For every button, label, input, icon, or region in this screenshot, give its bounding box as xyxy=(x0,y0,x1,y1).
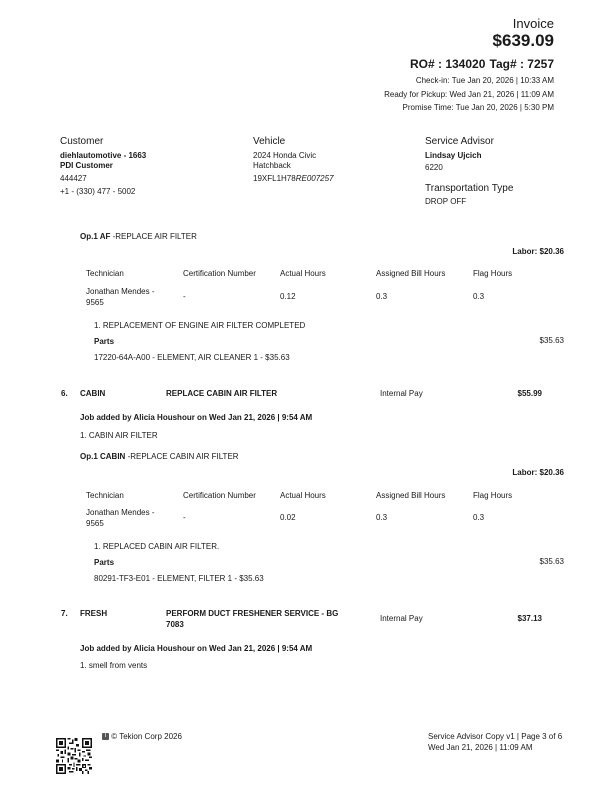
footer-copyright: © Tekion Corp 2026 xyxy=(111,732,182,741)
customer-type: PDI Customer xyxy=(60,161,113,170)
vin-suffix: RE007257 xyxy=(295,174,334,183)
job5-parts-amount: $35.63 xyxy=(539,336,564,345)
customer-number: 444427 xyxy=(60,174,87,183)
invoice-total: $639.09 xyxy=(492,31,554,50)
qr-code xyxy=(56,738,92,774)
vin-prefix: 19XFL1H78 xyxy=(253,174,296,183)
advisor-name: Lindsay Ujcich xyxy=(425,151,482,160)
footer-copy-info: Service Advisor Copy v1 | Page 3 of 6 xyxy=(428,732,563,741)
job6-op-code: Op.1 CABIN xyxy=(80,452,126,461)
job7-amount: $37.13 xyxy=(517,614,542,623)
job5-part-line: 17220-64A-A00 - ELEMENT, AIR CLEANER 1 - $35.63 xyxy=(94,353,290,362)
job5-flag: 0.3 xyxy=(473,292,485,301)
job6-cert: - xyxy=(183,513,186,522)
job7-title: PERFORM DUCT FRESHENER SERVICE - BG xyxy=(166,609,339,618)
job6-note: 1. REPLACED CABIN AIR FILTER. xyxy=(94,542,220,551)
tag-label: Tag# : 7257 xyxy=(489,57,554,71)
job6-actual: 0.02 xyxy=(280,513,296,522)
job5-th-flag: Flag Hours xyxy=(473,269,513,278)
job5-tech-number: 9565 xyxy=(86,298,104,307)
transport-value: DROP OFF xyxy=(425,197,467,206)
job5-op-desc: -REPLACE AIR FILTER xyxy=(110,232,197,241)
ready-time: Ready for Pickup: Wed Jan 21, 2026 | 11:09 AM xyxy=(384,90,554,99)
job6-code: CABIN xyxy=(80,389,106,398)
job5-th-actual: Actual Hours xyxy=(280,269,326,278)
job5-labor: Labor: $20.36 xyxy=(512,247,564,256)
job6-parts-amount: $35.63 xyxy=(539,557,564,566)
job5-note: 1. REPLACEMENT OF ENGINE AIR FILTER COMPLETED xyxy=(94,321,306,330)
job7-number: 7. xyxy=(61,609,68,618)
job5-tech-name: Jonathan Mendes - xyxy=(86,287,155,296)
job5-cert: - xyxy=(183,292,186,301)
vehicle-body: Hatchback xyxy=(253,161,291,170)
job6-parts-label: Parts xyxy=(94,558,115,567)
job6-assigned: 0.3 xyxy=(376,513,388,522)
job5-th-assigned: Assigned Bill Hours xyxy=(376,269,446,278)
job5-parts-label: Parts xyxy=(94,337,115,346)
job6-flag: 0.3 xyxy=(473,513,485,522)
tekion-logo-icon: T xyxy=(103,733,108,740)
job5-operation xyxy=(80,232,197,241)
advisor-number: 6220 xyxy=(425,163,443,172)
job6-th-actual: Actual Hours xyxy=(280,491,326,500)
tag-number xyxy=(490,57,554,71)
vehicle-model: 2024 Honda Civic xyxy=(253,151,317,160)
job7-concern: 1. smell from vents xyxy=(80,661,148,670)
job5-th-cert: Certification Number xyxy=(183,269,256,278)
job6-op-desc: -REPLACE CABIN AIR FILTER xyxy=(125,452,239,461)
job6-tech-name: Jonathan Mendes - xyxy=(86,508,155,517)
job6-th-cert: Certification Number xyxy=(183,491,256,500)
job6-title: REPLACE CABIN AIR FILTER xyxy=(166,389,278,398)
job6-part-line: 80291-TF3-E01 - ELEMENT, FILTER 1 - $35.63 xyxy=(94,574,264,583)
job6-labor: Labor: $20.36 xyxy=(512,468,564,477)
job6-amount: $55.99 xyxy=(517,389,542,398)
job6-tech-number: 9565 xyxy=(86,519,104,528)
ro-label: RO# : 134020 xyxy=(410,57,486,71)
job6-operation xyxy=(80,452,239,461)
job5-th-technician: Technician xyxy=(86,269,124,278)
promise-time: Promise Time: Tue Jan 20, 2026 | 5:30 PM xyxy=(402,103,554,112)
job6-number: 6. xyxy=(61,389,68,398)
job6-th-assigned: Assigned Bill Hours xyxy=(376,491,446,500)
footer-brand xyxy=(102,732,182,741)
job6-th-flag: Flag Hours xyxy=(473,491,513,500)
invoice-title: Invoice xyxy=(512,16,554,31)
job6-concern: 1. CABIN AIR FILTER xyxy=(80,431,158,440)
job6-th-technician: Technician xyxy=(86,491,124,500)
job6-pay-type: Internal Pay xyxy=(380,389,423,398)
job5-op-code: Op.1 AF xyxy=(80,232,111,241)
job5-assigned: 0.3 xyxy=(376,292,388,301)
advisor-heading: Service Advisor xyxy=(425,136,494,147)
vehicle-vin xyxy=(253,174,334,183)
customer-name: diehlautomotive - 1663 xyxy=(60,151,147,160)
footer-printed: Wed Jan 21, 2026 | 11:09 AM xyxy=(428,743,533,752)
transport-heading: Transportation Type xyxy=(425,183,514,194)
checkin-time: Check-in: Tue Jan 20, 2026 | 10:33 AM xyxy=(415,76,554,85)
ro-number xyxy=(410,57,485,71)
job7-added-by: Job added by Alicia Houshour on Wed Jan 21, 2026 | 9:54 AM xyxy=(80,644,313,653)
job7-pay-type: Internal Pay xyxy=(380,614,423,623)
job7-title-line2: 7083 xyxy=(166,620,184,629)
job5-actual: 0.12 xyxy=(280,292,296,301)
job7-code: FRESH xyxy=(80,609,108,618)
vehicle-heading: Vehicle xyxy=(253,136,286,147)
customer-heading: Customer xyxy=(60,136,104,147)
customer-phone: +1 - (330) 477 - 5002 xyxy=(60,187,136,196)
job6-added-by: Job added by Alicia Houshour on Wed Jan 21, 2026 | 9:54 AM xyxy=(80,413,313,422)
